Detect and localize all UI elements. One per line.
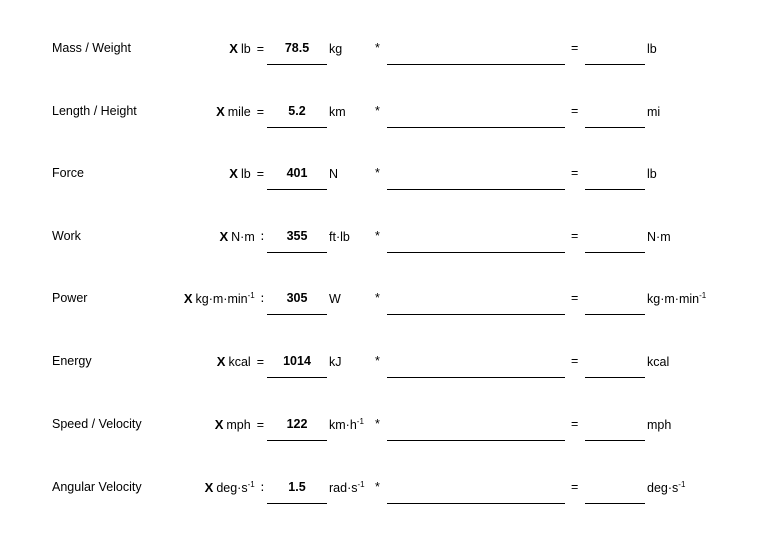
given-unit-exponent: -1 <box>247 480 255 489</box>
target-unit <box>647 354 669 371</box>
result-field[interactable] <box>585 167 645 189</box>
quantity-label: Power <box>52 291 88 305</box>
result-field[interactable] <box>585 418 645 440</box>
given-value[interactable]: 401 <box>286 166 308 180</box>
given-unit <box>215 416 264 434</box>
value-underline <box>267 127 327 128</box>
target-unit <box>647 229 671 246</box>
source-unit <box>329 166 338 183</box>
conversion-factor-field[interactable] <box>387 230 565 252</box>
conversion-factor-underline <box>387 440 565 441</box>
result-underline <box>585 64 645 65</box>
conversion-row <box>0 353 764 416</box>
value-underline <box>267 440 327 441</box>
target-unit-text: N·m <box>647 230 671 244</box>
conversion-row <box>0 228 764 291</box>
given-value[interactable]: 122 <box>286 417 308 431</box>
source-unit <box>329 41 342 58</box>
given-equals-sign: ∶ <box>260 230 264 244</box>
quantity-label: Work <box>52 229 81 243</box>
result-equals-sign: = <box>571 229 579 243</box>
result-equals-sign: = <box>571 480 579 494</box>
given-equals-sign: ∶ <box>260 292 264 306</box>
conversion-row <box>0 103 764 166</box>
multiply-sign: * <box>375 291 380 305</box>
source-unit-text: kJ <box>329 355 342 369</box>
conversion-factor-field[interactable] <box>387 42 565 64</box>
conversion-row <box>0 40 764 103</box>
multiply-sign: * <box>375 41 380 55</box>
conversion-factor-underline <box>387 503 565 504</box>
x-variable: X <box>229 166 238 181</box>
conversion-row <box>0 290 764 353</box>
x-variable: X <box>219 229 229 244</box>
source-unit-exponent: -1 <box>356 417 364 426</box>
conversion-row <box>0 416 764 479</box>
given-equals-sign: = <box>256 105 264 119</box>
given-unit <box>219 228 264 246</box>
conversion-factor-underline <box>387 189 565 190</box>
target-unit-exponent: -1 <box>699 291 707 300</box>
given-unit <box>205 479 264 497</box>
x-variable: X <box>183 291 193 306</box>
target-unit-text: deg·s <box>647 481 679 495</box>
x-variable: X <box>204 480 214 495</box>
source-unit-text: W <box>329 292 341 306</box>
conversion-factor-underline <box>387 127 565 128</box>
x-variable: X <box>216 354 226 369</box>
given-unit-text: N·m <box>231 230 255 244</box>
multiply-sign: * <box>375 354 380 368</box>
target-unit-text: kcal <box>647 355 670 369</box>
result-equals-sign: = <box>571 166 579 180</box>
conversion-factor-underline <box>387 252 565 253</box>
given-unit <box>217 353 264 371</box>
conversion-factor-field[interactable] <box>387 418 565 440</box>
conversion-factor-field[interactable] <box>387 481 565 503</box>
result-equals-sign: = <box>571 41 579 55</box>
target-unit <box>647 166 657 183</box>
quantity-label: Mass / Weight <box>52 41 131 55</box>
result-field[interactable] <box>585 42 645 64</box>
conversion-factor-field[interactable] <box>387 355 565 377</box>
multiply-sign: * <box>375 417 380 431</box>
given-value[interactable]: 1014 <box>283 354 311 368</box>
source-unit <box>329 104 346 121</box>
given-unit-text: kg·m·min <box>195 292 248 306</box>
given-equals-sign: = <box>256 167 264 181</box>
target-unit <box>647 480 685 497</box>
value-underline <box>267 503 327 504</box>
result-underline <box>585 440 645 441</box>
target-unit-text: mph <box>647 418 672 432</box>
value-underline <box>267 64 327 65</box>
given-unit-text: deg·s <box>216 481 248 495</box>
value-underline <box>267 377 327 378</box>
result-underline <box>585 314 645 315</box>
conversion-row <box>0 165 764 228</box>
value-underline <box>267 314 327 315</box>
given-unit <box>216 103 264 121</box>
source-unit-text: rad·s <box>329 481 358 495</box>
given-value[interactable]: 5.2 <box>288 104 306 118</box>
target-unit-text: lb <box>647 167 657 181</box>
source-unit-exponent: -1 <box>357 480 365 489</box>
given-unit <box>229 165 264 183</box>
source-unit-text: km·h <box>329 418 357 432</box>
result-field[interactable] <box>585 355 645 377</box>
given-value[interactable]: 78.5 <box>284 41 310 55</box>
target-unit-text: kg·m·min <box>647 292 700 306</box>
given-value[interactable]: 355 <box>286 229 308 243</box>
result-equals-sign: = <box>571 104 579 118</box>
conversion-factor-underline <box>387 64 565 65</box>
source-unit-text: kg <box>329 42 343 56</box>
conversion-factor-underline <box>387 377 565 378</box>
given-equals-sign: = <box>256 418 264 432</box>
given-unit-text: lb <box>240 42 251 56</box>
result-equals-sign: = <box>571 354 579 368</box>
quantity-label: Force <box>52 166 84 180</box>
given-unit-text: mile <box>227 105 251 119</box>
conversion-factor-underline <box>387 314 565 315</box>
target-unit <box>647 104 660 121</box>
result-underline <box>585 189 645 190</box>
x-variable: X <box>229 41 238 56</box>
x-variable: X <box>216 104 225 119</box>
target-unit <box>647 291 706 308</box>
source-unit <box>329 417 364 434</box>
conversion-factor-field[interactable] <box>387 292 565 314</box>
source-unit <box>329 354 342 371</box>
source-unit <box>329 229 350 246</box>
target-unit <box>647 41 657 58</box>
multiply-sign: * <box>375 480 380 494</box>
x-variable: X <box>214 417 224 432</box>
multiply-sign: * <box>375 166 380 180</box>
conversion-factor-field[interactable] <box>387 167 565 189</box>
source-unit <box>329 291 341 308</box>
value-underline <box>267 252 327 253</box>
target-unit <box>647 417 671 434</box>
given-equals-sign: = <box>256 355 264 369</box>
conversion-row <box>0 479 764 542</box>
given-unit-text: mph <box>226 418 251 432</box>
target-unit-text: mi <box>647 105 661 119</box>
given-value[interactable]: 1.5 <box>288 480 306 494</box>
given-unit <box>229 40 264 58</box>
result-underline <box>585 377 645 378</box>
multiply-sign: * <box>375 229 380 243</box>
result-field[interactable] <box>585 230 645 252</box>
value-underline <box>267 189 327 190</box>
source-unit-text: km <box>329 105 346 119</box>
target-unit-text: lb <box>647 42 657 56</box>
given-equals-sign: = <box>256 42 264 56</box>
conversion-factor-field[interactable] <box>387 105 565 127</box>
result-underline <box>585 503 645 504</box>
result-underline <box>585 127 645 128</box>
source-unit-text: ft·lb <box>329 230 350 244</box>
result-equals-sign: = <box>571 417 579 431</box>
given-value[interactable]: 305 <box>286 291 308 305</box>
quantity-label: Energy <box>52 354 92 368</box>
given-unit-text: lb <box>240 167 251 181</box>
result-field[interactable] <box>585 292 645 314</box>
source-unit <box>329 480 365 497</box>
given-unit <box>184 290 264 308</box>
given-equals-sign: ∶ <box>260 481 264 495</box>
result-field[interactable] <box>585 481 645 503</box>
source-unit-text: N <box>329 167 339 181</box>
quantity-label: Angular Velocity <box>52 480 142 494</box>
quantity-label: Length / Height <box>52 104 137 118</box>
result-field[interactable] <box>585 105 645 127</box>
result-underline <box>585 252 645 253</box>
target-unit-exponent: -1 <box>678 480 686 489</box>
quantity-label: Speed / Velocity <box>52 417 142 431</box>
multiply-sign: * <box>375 104 380 118</box>
given-unit-exponent: -1 <box>247 291 255 300</box>
result-equals-sign: = <box>571 291 579 305</box>
given-unit-text: kcal <box>228 355 251 369</box>
